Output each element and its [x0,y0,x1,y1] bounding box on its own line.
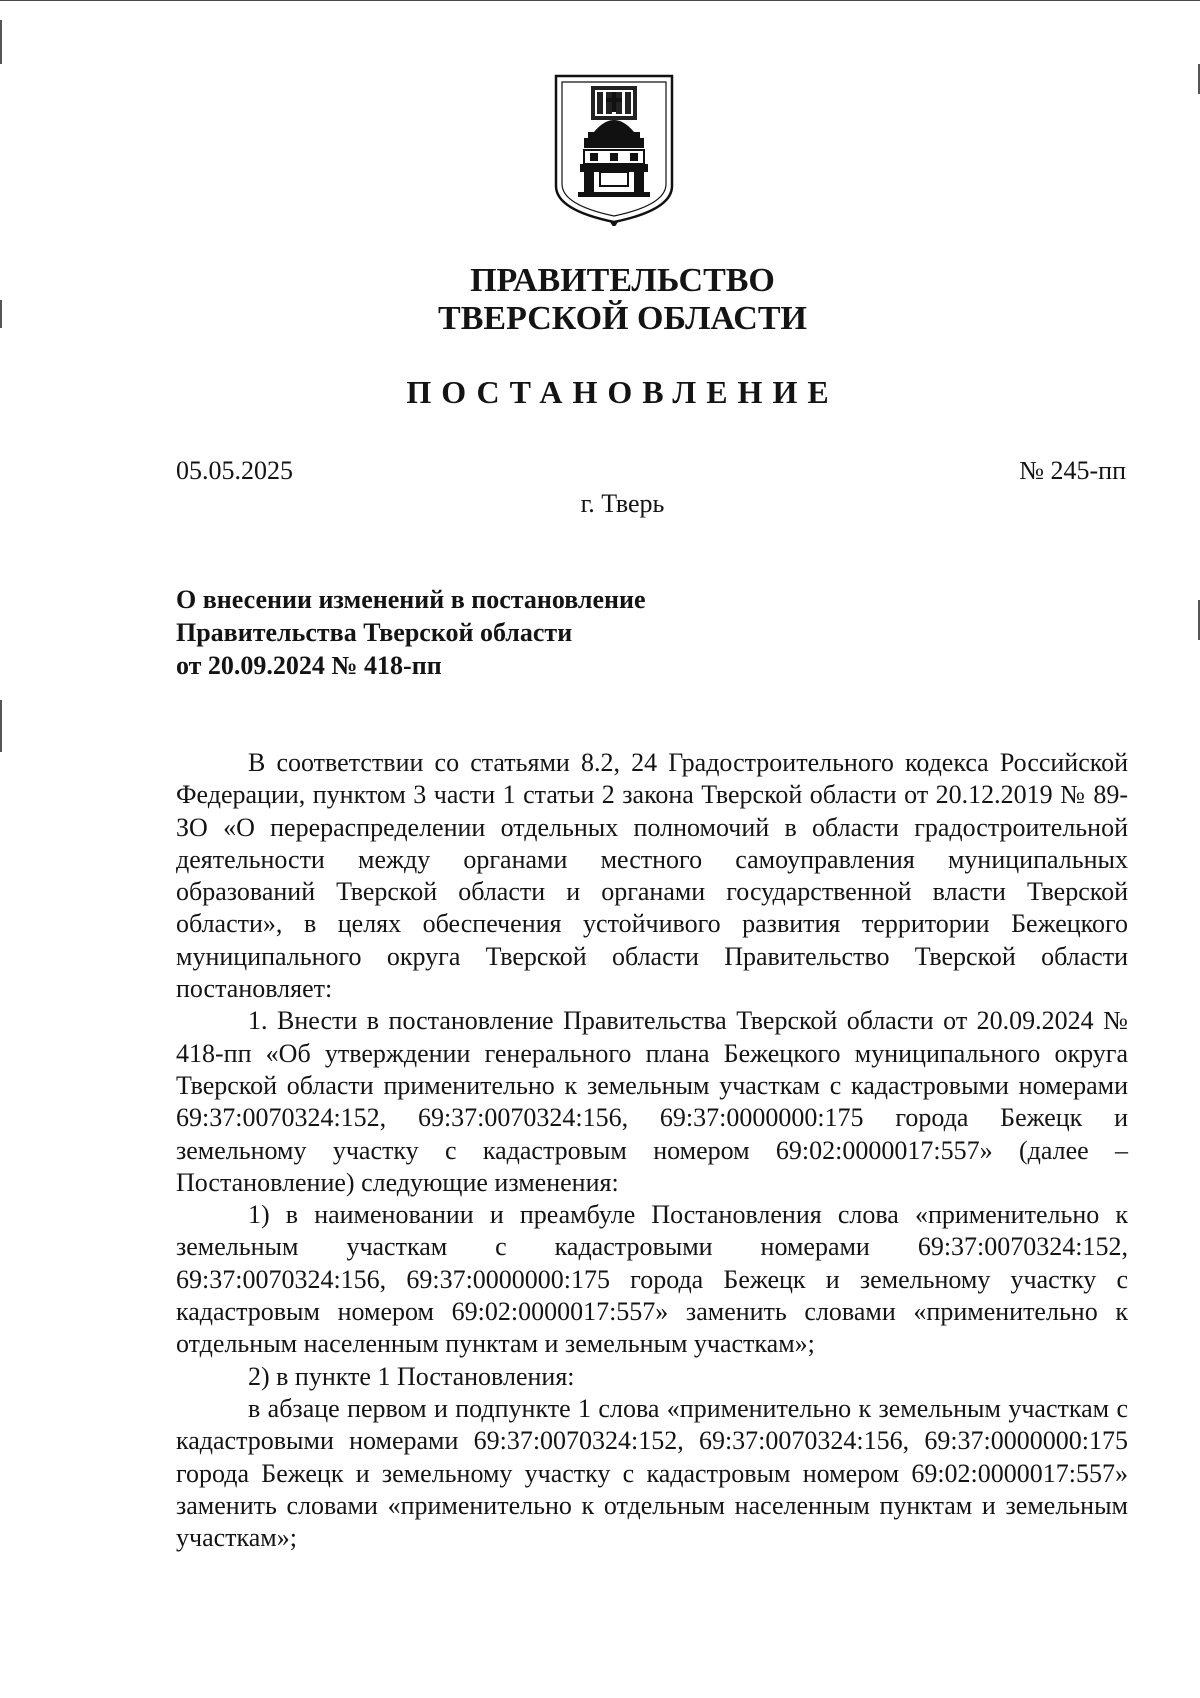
document-date: 05.05.2025 [176,456,293,485]
item-1-subitem-1-paragraph: 1) в наименовании и преамбуле Постановления слова «применительно к земельным участкам с кадастровыми номерами 69:37:0070324:152, 69:37:0070324:156, 69:37:0000000:175 города Бежецк и земельному участку с кадастровым номером 69:02:0000017:557» заменить словами «применительно к отдельным населенным пунктам и земельным участкам»; [176,1200,1128,1359]
document-subject [176,583,646,682]
tver-coat-of-arms-icon [554,74,674,226]
document-body [176,747,1128,1554]
document-city: г. Тверь [580,489,665,518]
document-type: ПОСТАНОВЛЕНИЕ [406,374,839,410]
organization-name-line-1: ПРАВИТЕЛЬСТВО [470,262,775,299]
scan-edge-mark [0,20,2,64]
subject-line-2: Правительства Тверской области [176,618,573,647]
item-1-paragraph: 1. Внести в постановление Правительства Тверской области от 20.09.2024 № 418-пп «Об утверждении генерального плана Бежецкого муниципального округа Тверской области применительно к земельным участкам с кадастровыми номерами 69:37:0070324:152, 69:37:0070324:156, 69:37:0000000:175 города Бежецк и земельному участку с кадастровым номером 69:02:0000017:557» (далее – Постановление) следующие изменения: [176,1006,1128,1197]
item-1-subitem-2-paragraph: 2) в пункте 1 Постановления: [248,1361,575,1391]
document-number: № 245-пп [1019,456,1126,485]
item-1-subitem-2-text-paragraph: в абзаце первом и подпункте 1 слова «применительно к земельным участкам с кадастровыми номерами 69:37:0070324:152, 69:37:0070324:156, 69:37:0000000:175 города Бежецк и земельному участку с кадастровым номером 69:02:0000017:557» заменить словами «применительно к отдельным населенным пунктам и земельным участкам»; [176,1393,1128,1553]
preamble-paragraph: В соответствии со статьями 8.2, 24 Градостроительного кодекса Российской Федерации, пунктом 3 части 1 статьи 2 закона Тверской области от 20.12.2019 № 89-ЗО «О перераспределении отдельных полномочий в области градостроительной деятельности между органами местного самоуправления муниципальных образований Тверской области и органами государственной власти Тверской области», в целях обеспечения устойчивого развития территории Бежецкого муниципального округа Тверской области Правительство Тверской области постановляет: [176,748,1128,1004]
subject-line-1: О внесении изменений в постановление [176,585,646,614]
organization-name-line-2: ТВЕРСКОЙ ОБЛАСТИ [438,300,807,337]
subject-line-3: от 20.09.2024 № 418-пп [176,651,442,680]
scan-edge-mark [0,300,2,328]
scan-top-edge [0,0,1200,1]
scan-edge-mark [0,700,2,752]
